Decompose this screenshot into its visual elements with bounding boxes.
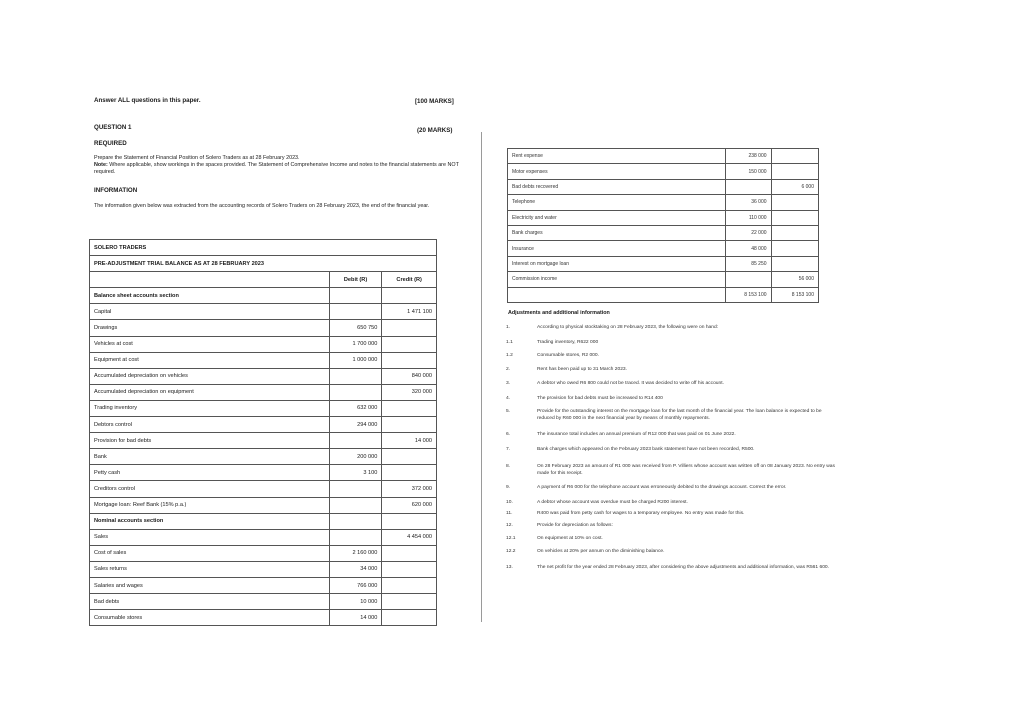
tb-credit-cell: 320 000 <box>382 384 437 400</box>
table-company-row <box>90 240 437 256</box>
tb-account-name: Drawings <box>90 320 330 336</box>
tb-account-name: Debtors control <box>90 417 330 433</box>
adjustment-number: 2. <box>506 367 511 372</box>
table-row <box>90 417 437 433</box>
table-row <box>90 368 437 384</box>
tbc-debit-cell: 8 153 100 <box>725 287 771 302</box>
tb-credit-cell <box>382 577 437 593</box>
tbc-credit-cell <box>771 164 818 179</box>
note-text: Where applicable, show workings in the spaces provided. The Statement of Comprehensive Income and notes to the financial statements are NOT required. <box>94 161 459 175</box>
tb-account-name: Provision for bad debts <box>90 433 330 449</box>
tb-account-name: Cost of sales <box>90 545 330 561</box>
adjustment-text: Provide for depreciation as follows: <box>537 523 613 528</box>
tb-credit-cell <box>382 465 437 481</box>
tbc-debit-cell: 22 000 <box>725 225 771 240</box>
total-marks: [100 MARKS] <box>415 98 454 105</box>
table-row <box>508 164 819 179</box>
tb-credit-cell: 4 454 000 <box>382 529 437 545</box>
tb-credit-cell: 840 000 <box>382 368 437 384</box>
adjustment-number: 9. <box>506 485 511 490</box>
tb-debit-cell: 14 000 <box>329 610 382 626</box>
trial-balance-title: PRE-ADJUSTMENT TRIAL BALANCE AS AT 28 FEBRUARY 2023 <box>90 256 437 272</box>
table-row <box>90 352 437 368</box>
table-row <box>90 336 437 352</box>
tb-debit-cell <box>329 481 382 497</box>
adjustment-number: 10. <box>506 500 513 505</box>
tb-account-name: Sales returns <box>90 561 330 577</box>
adjustment-text: According to physical stocktaking on 28 February 2023, the following were on hand: <box>537 325 719 330</box>
tb-account-name: Capital <box>90 304 330 320</box>
adjustment-number: 12.1 <box>506 536 516 541</box>
tb-account-name: Nominal accounts section <box>90 513 330 529</box>
tbc-account-name: Rent expense <box>508 149 726 164</box>
tb-credit-cell <box>382 561 437 577</box>
adjustment-number: 1.2 <box>506 353 513 358</box>
table-row <box>508 210 819 225</box>
trial-balance-continued-table <box>507 148 819 303</box>
credit-header: Credit (R) <box>382 272 437 288</box>
tb-account-name: Salaries and wages <box>90 577 330 593</box>
note-label: Note: <box>94 161 108 168</box>
tbc-debit-cell: 48 000 <box>725 241 771 256</box>
tbc-account-name: Commission income <box>508 272 726 287</box>
adjustment-text: The provision for bad debts must be increased to R14 400 <box>537 396 663 401</box>
tb-account-name: Trading inventory <box>90 400 330 416</box>
table-row <box>508 179 819 194</box>
table-row <box>90 304 437 320</box>
tb-credit-cell <box>382 610 437 626</box>
information-heading: INFORMATION <box>94 187 138 194</box>
adjustment-number: 6. <box>506 432 511 437</box>
tbc-debit-cell: 110 000 <box>725 210 771 225</box>
table-row <box>90 481 437 497</box>
tbc-credit-cell <box>771 241 818 256</box>
adjustments-heading: Adjustments and additional information <box>508 310 610 316</box>
adjustment-number: 4. <box>506 396 511 401</box>
table-row <box>90 320 437 336</box>
table-row <box>90 594 437 610</box>
tbc-debit-cell: 150 000 <box>725 164 771 179</box>
tbc-account-name: Insurance <box>508 241 726 256</box>
tb-debit-cell <box>329 433 382 449</box>
table-row <box>508 225 819 240</box>
tbc-credit-cell: 56 000 <box>771 272 818 287</box>
tb-credit-cell <box>382 320 437 336</box>
table-row <box>508 287 819 302</box>
tb-debit-cell <box>329 497 382 513</box>
adjustment-text: On 28 February 2023 an amount of R1 000 was received from P. Villiers whose account was written off on 08 January 2023. No entry was made for this receipt. <box>537 464 835 476</box>
tb-debit-cell: 294 000 <box>329 417 382 433</box>
adjustment-text: The net profit for the year ended 28 February 2023, after considering the above adjustments and additional information, was R561 600. <box>537 565 829 570</box>
tbc-account-name: Electricity and water <box>508 210 726 225</box>
required-heading: REQUIRED <box>94 140 127 147</box>
adjustment-number: 12. <box>506 523 513 528</box>
tbc-debit-cell: 85 250 <box>725 256 771 271</box>
tb-debit-cell: 1 000 000 <box>329 352 382 368</box>
tb-credit-cell <box>382 336 437 352</box>
table-row <box>90 561 437 577</box>
adjustment-text: On equipment at 10% on cost. <box>537 536 603 541</box>
adjustment-text: Consumable stores, R2 000. <box>537 353 599 358</box>
table-header-row <box>90 272 437 288</box>
tb-credit-cell <box>382 449 437 465</box>
tb-credit-cell <box>382 352 437 368</box>
tb-debit-cell <box>329 384 382 400</box>
tbc-account-name: Interest on mortgage loan <box>508 256 726 271</box>
tb-credit-cell: 372 000 <box>382 481 437 497</box>
tb-account-name: Mortgage loan: Reef Bank (15% p.a.) <box>90 497 330 513</box>
tb-debit-cell: 2 160 000 <box>329 545 382 561</box>
adjustment-text: The insurance total includes an annual premium of R12 000 that was paid on 01 June 2022. <box>537 432 736 437</box>
question-marks: (20 MARKS) <box>417 127 453 134</box>
tbc-debit-cell: 238 000 <box>725 149 771 164</box>
table-row <box>90 497 437 513</box>
tb-account-name: Accumulated depreciation on vehicles <box>90 368 330 384</box>
adjustment-number: 3. <box>506 381 511 386</box>
tb-debit-cell: 766 000 <box>329 577 382 593</box>
tbc-account-name: Bad debts recovered <box>508 179 726 194</box>
table-row <box>90 288 437 304</box>
table-row <box>90 577 437 593</box>
tbc-credit-cell: 6 000 <box>771 179 818 194</box>
tbc-credit-cell <box>771 256 818 271</box>
tb-debit-cell: 1 700 000 <box>329 336 382 352</box>
tb-account-name: Balance sheet accounts section <box>90 288 330 304</box>
table-row <box>508 149 819 164</box>
tbc-credit-cell: 8 153 100 <box>771 287 818 302</box>
adjustment-number: 13. <box>506 565 513 570</box>
tb-debit-cell: 650 750 <box>329 320 382 336</box>
information-text: The information given below was extracted from the accounting records of Solero Traders on 28 February 2023, the end of the financial year. <box>94 203 430 209</box>
tb-debit-cell: 10 000 <box>329 594 382 610</box>
tb-credit-cell <box>382 513 437 529</box>
question-title: QUESTION 1 <box>94 124 132 131</box>
tb-credit-cell: 1 471 100 <box>382 304 437 320</box>
tb-credit-cell <box>382 594 437 610</box>
table-row <box>90 400 437 416</box>
tb-account-name: Accumulated depreciation on equipment <box>90 384 330 400</box>
right-page <box>500 136 845 616</box>
adjustment-text: A debtor whose account was overdue must be charged R200 interest. <box>537 500 688 505</box>
table-row <box>508 195 819 210</box>
tb-account-name: Petty cash <box>90 465 330 481</box>
tb-debit-cell: 3 100 <box>329 465 382 481</box>
trial-balance-table <box>89 239 437 626</box>
table-row <box>90 513 437 529</box>
adjustment-text: A payment of R6 000 for the telephone account was erroneously debited to the drawings account. Correct the error. <box>537 485 787 490</box>
table-title-row <box>90 256 437 272</box>
table-row <box>90 433 437 449</box>
tb-account-name: Vehicles at cost <box>90 336 330 352</box>
table-row <box>90 465 437 481</box>
table-row <box>90 529 437 545</box>
trial-balance-body <box>90 288 437 626</box>
tb-debit-cell <box>329 304 382 320</box>
adjustment-text: Trading inventory, R622 000 <box>537 340 599 345</box>
tb-debit-cell <box>329 529 382 545</box>
adjustment-number: 11. <box>506 511 513 516</box>
company-name: SOLERO TRADERS <box>90 240 437 256</box>
tb-debit-cell <box>329 368 382 384</box>
tbc-debit-cell: 36 000 <box>725 195 771 210</box>
tb-account-name: Bank <box>90 449 330 465</box>
tb-credit-cell <box>382 545 437 561</box>
tbc-account-name: Telephone <box>508 195 726 210</box>
tb-credit-cell <box>382 417 437 433</box>
required-text: Prepare the Statement of Financial Position of Solero Traders as at 28 February 2023. Note: Where applicable, show workings in the spaces provided. The Statement of Comprehensive Income and notes to the financial statements are NOT required. <box>94 155 459 175</box>
tb-credit-cell <box>382 400 437 416</box>
tbc-account-name: Bank charges <box>508 225 726 240</box>
adjustment-text: R400 was paid from petty cash for wages to a temporary employee. No entry was made for this. <box>537 511 745 516</box>
adjustment-text: A debtor who owed R6 800 could not be traced. It was decided to write off his account. <box>537 381 724 386</box>
adjustment-number: 8. <box>506 464 511 469</box>
tb-debit-cell: 200 000 <box>329 449 382 465</box>
table-row <box>508 272 819 287</box>
tb-debit-cell: 632 000 <box>329 400 382 416</box>
page-divider <box>481 132 482 622</box>
tb-credit-cell: 620 000 <box>382 497 437 513</box>
table-row <box>90 384 437 400</box>
tbc-debit-cell <box>725 272 771 287</box>
tbc-debit-cell <box>725 179 771 194</box>
adjustment-number: 12.2 <box>506 549 516 554</box>
debit-header: Debit (R) <box>329 272 382 288</box>
tb-account-name: Creditors control <box>90 481 330 497</box>
tb-account-name: Consumable stores <box>90 610 330 626</box>
table-row <box>508 256 819 271</box>
tb-debit-cell <box>329 513 382 529</box>
table-row <box>508 241 819 256</box>
tbc-credit-cell <box>771 225 818 240</box>
adjustment-text: Provide for the outstanding interest on the mortgage loan for the last month of the financial year. The loan balance is expected to be reduced by R60 000 in the next financial year by means of monthly repayments. <box>537 409 822 421</box>
tb-credit-cell <box>382 288 437 304</box>
tbc-credit-cell <box>771 210 818 225</box>
tb-account-name: Equipment at cost <box>90 352 330 368</box>
tbc-credit-cell <box>771 149 818 164</box>
tb-credit-cell: 14 000 <box>382 433 437 449</box>
table-row <box>90 449 437 465</box>
instruction-text: Answer ALL questions in this paper. <box>94 97 201 104</box>
tb-debit-cell <box>329 288 382 304</box>
tbc-account-name: Motor expenses <box>508 164 726 179</box>
table-row <box>90 545 437 561</box>
tb-account-name: Bad debts <box>90 594 330 610</box>
adjustment-number: 1.1 <box>506 340 513 345</box>
trial-balance-continued-body <box>508 149 819 303</box>
tbc-credit-cell <box>771 195 818 210</box>
adjustment-number: 7. <box>506 447 511 452</box>
adjustment-number: 1. <box>506 325 511 330</box>
adjustment-text: Bank charges which appeared on the February 2023 bank statement have not been recorded, R500. <box>537 447 755 452</box>
left-page <box>84 88 464 628</box>
adjustment-text: On vehicles at 20% per annum on the diminishing balance. <box>537 549 665 554</box>
tb-debit-cell: 34 000 <box>329 561 382 577</box>
adjustment-text: Rent has been paid up to 31 March 2023. <box>537 367 627 372</box>
tb-account-name: Sales <box>90 529 330 545</box>
table-row <box>90 610 437 626</box>
tbc-account-name <box>508 287 726 302</box>
adjustment-number: 5. <box>506 409 511 414</box>
